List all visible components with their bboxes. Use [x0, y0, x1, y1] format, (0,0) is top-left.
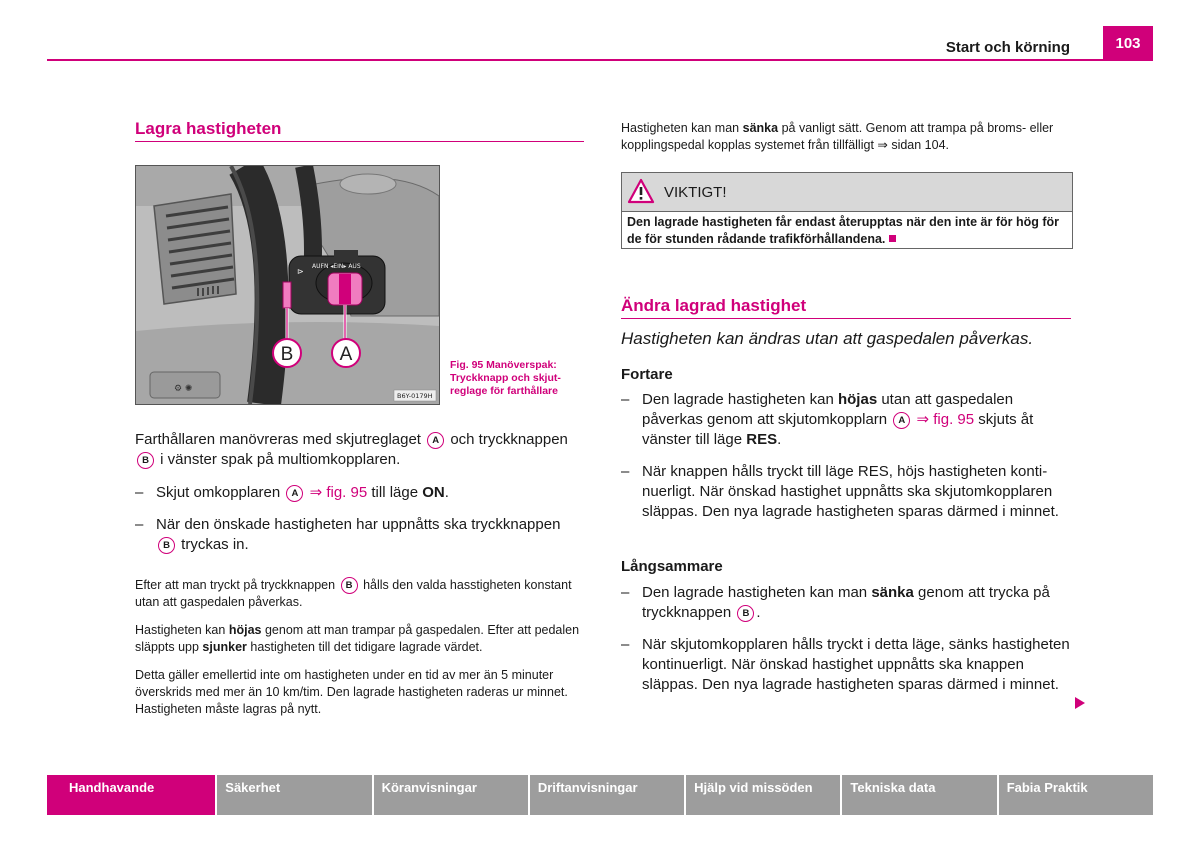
small-paragraph: Detta gäller emellertid inte om hastigheten under en tid av mer än 5 minuter överskrids med mer än 10 km/tim. Den lagrade hastigheten raderas ur minnet. Hastigheten måste lagras på nytt.: [135, 668, 568, 716]
section-title-store-speed: Lagra hastigheten: [135, 119, 282, 138]
section-rule: [621, 318, 1071, 319]
intro-paragraph: Hastigheten kan man sänka på vanligt sätt. Genom att trampa på broms- eller kopplingspedal kopplas systemet från tillfälligt ⇒ sidan 104.: [621, 121, 1054, 152]
nav-tab-hjalp-vid-missoden[interactable]: Hjälp vid missöden: [686, 775, 840, 815]
section-title-change-speed: Ändra lagrad hastighet: [621, 296, 807, 315]
figure-reference-link[interactable]: ⇒ fig. 95: [309, 484, 368, 501]
figure-caption: Fig. 95 Manöverspak: Tryckknapp och skjutreglage för farthållare: [450, 359, 561, 397]
lead-text: Hastigheten kan ändras utan att gaspedalen påverkas.: [621, 329, 1034, 348]
marker-a: A: [893, 412, 910, 429]
warning-header: [622, 173, 1072, 212]
marker-a: A: [286, 485, 303, 502]
marker-b: B: [137, 452, 154, 469]
figure-reference-link[interactable]: ⇒ fig. 95: [916, 411, 975, 428]
small-paragraph: Hastigheten kan höjas genom att man trampar på gaspedalen. Efter att pedalen släppts upp sjunker hastigheten till det tidigare lagrade värdet.: [135, 623, 580, 654]
running-title: Start och körning: [945, 39, 1070, 56]
nav-tab-handhavande[interactable]: Handhavande: [47, 775, 215, 815]
list-item: – Den lagrade hastigheten kan höjas utan att gaspedalen påverkas genom att skjutomkopplarn A ⇒ fig. 95 skjuts åt vänster till läge RES.: [621, 391, 1034, 448]
callout-a: A: [339, 344, 353, 365]
list-item: – Den lagrade hastigheten kan man sänka genom att trycka på tryckknappen B .: [621, 584, 1050, 621]
marker-b: B: [737, 605, 754, 622]
figure-code: B6Y-0179H: [397, 392, 433, 400]
svg-text:⚙ ✺: ⚙ ✺: [174, 384, 193, 394]
marker-b: B: [158, 537, 175, 554]
end-marker-icon: [889, 235, 896, 242]
warning-text: Den lagrade hastigheten får endast återupptas när den inte är för hög för de för stunden rådande trafikförhållandena.: [627, 215, 1060, 246]
cruise-control-lever-drawing: [136, 166, 439, 404]
list-item: – När den önskade hastigheten har uppnåtts ska tryckknappen B tryckas in.: [135, 516, 561, 553]
section-rule: [135, 141, 584, 142]
nav-tab-sakerhet[interactable]: Säkerhet: [217, 775, 371, 815]
nav-tab-tekniska-data[interactable]: Tekniska data: [842, 775, 996, 815]
warning-triangle-icon: [627, 178, 655, 204]
chapter-navigation: [47, 775, 1153, 815]
nav-tab-koranvisningar[interactable]: Köranvisningar: [374, 775, 528, 815]
nav-tab-driftanvisningar[interactable]: Driftanvisningar: [530, 775, 684, 815]
warning-title: VIKTIGT!: [664, 184, 727, 201]
callout-b: B: [280, 344, 294, 365]
list-item: – När skjutomkopplaren hålls tryckt i detta läge, sänks hastigheten kontinuerligt. När önskad hastighet uppnåtts ska knappen släppas. Den nya lagrade hastigheten sparas därmed i minnet.: [621, 636, 1070, 693]
list-item: – Skjut omkopplaren A ⇒ fig. 95 till läge ON.: [135, 484, 449, 501]
small-paragraph: Efter att man tryckt på tryckknappen B hålls den valda hasstigheten konstant utan att gaspedalen påverkas.: [135, 578, 572, 609]
paragraph-intro: Farthållaren manövreras med skjutreglaget A och tryckknappen B i vänster spak på multiomkopplaren.: [135, 431, 568, 468]
list-item: – När knappen hålls tryckt till läge RES, höjs hastigheten kontinuerligt. När önskad hastighet uppnåtts ska skjutomkopplaren släppas. Den nya lagrade hastigheten sparas därmed i minnet.: [621, 463, 1059, 520]
lever-switch-text: AUFN ◂EIN▸ AUS: [312, 263, 361, 270]
subheading-faster: Fortare: [621, 366, 673, 383]
svg-text:⊳: ⊳: [297, 267, 304, 276]
warning-box: [621, 172, 1073, 249]
next-page-arrow-icon[interactable]: [1074, 696, 1086, 710]
header-rule: [47, 59, 1153, 61]
page-number: 103: [1103, 26, 1153, 60]
subheading-slower: Långsammare: [621, 558, 723, 575]
nav-tab-fabia-praktik[interactable]: Fabia Praktik: [999, 775, 1153, 815]
marker-b: B: [341, 577, 358, 594]
figure-95-illustration: [135, 165, 440, 405]
marker-a: A: [427, 432, 444, 449]
